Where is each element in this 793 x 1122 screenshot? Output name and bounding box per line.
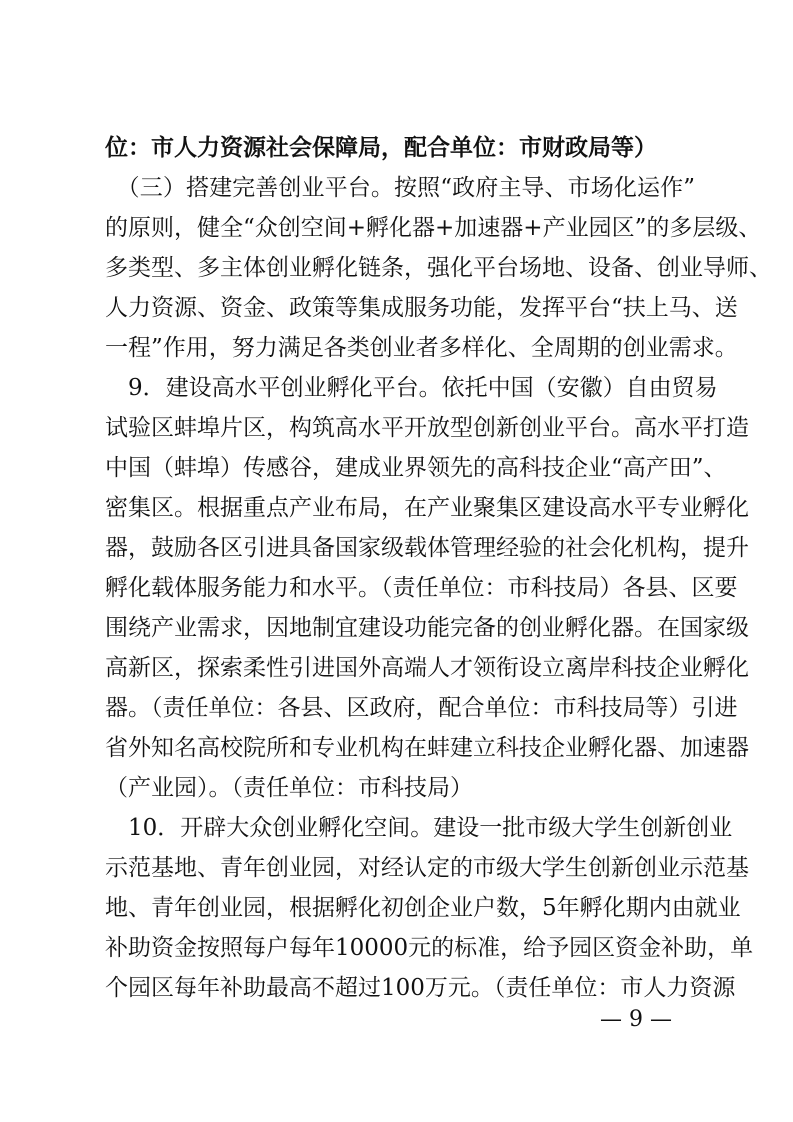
page-number: — 9 — [600, 1007, 672, 1032]
body-text [105, 128, 772, 1008]
text-line: 器，鼓励各区引进具备国家级载体管理经验的社会化机构，提升 [105, 535, 749, 561]
text-line: （产业园）。（责任单位：市科技局） [105, 775, 473, 801]
text-line: （三）搭建完善创业平台。按照“政府主导、市场化运作” [105, 175, 695, 201]
text-line: 9．建设高水平创业孵化平台。依托中国（安徽）自由贸易 [105, 375, 718, 401]
text-line: 孵化载体服务能力和水平。（责任单位：市科技局）各县、区要 [105, 575, 738, 601]
text-line: 中国（蚌埠）传感谷，建成业界领先的高科技企业“高产田”、 [105, 455, 727, 481]
text-line: 示范基地、青年创业园，对经认定的市级大学生创新创业示范基 [105, 855, 749, 881]
text-line: 一程”作用，努力满足各类创业者多样化、全周期的创业需求。 [105, 335, 738, 361]
text-line: 省外知名高校院所和专业机构在蚌建立科技企业孵化器、加速器 [105, 735, 749, 761]
text-line: 多类型、多主体创业孵化链条，强化平台场地、设备、创业导师、 [105, 255, 772, 281]
text-line: 个园区每年补助最高不超过100万元。（责任单位：市人力资源 [105, 975, 736, 1001]
text-line: 密集区。根据重点产业布局，在产业聚集区建设高水平专业孵化 [105, 495, 749, 521]
text-line: 围绕产业需求，因地制宜建设功能完备的创业孵化器。在国家级 [105, 615, 749, 641]
text-line: 的原则，健全“众创空间+孵化器+加速器+产业园区”的多层级、 [105, 215, 762, 241]
text-line: 10．开辟大众创业孵化空间。建设一批市级大学生创新创业 [105, 815, 733, 841]
text-line: 试验区蚌埠片区，构筑高水平开放型创新创业平台。高水平打造 [105, 415, 749, 441]
text-line: 地、青年创业园，根据孵化初创企业户数，5年孵化期内由就业 [105, 895, 741, 921]
text-line: 人力资源、资金、政策等集成服务功能，发挥平台“扶上马、送 [105, 295, 738, 321]
text-line: 位：市人力资源社会保障局，配合单位：市财政局等） [105, 134, 657, 161]
text-line: 补助资金按照每户每年10000元的标准，给予园区资金补助，单 [105, 935, 754, 961]
text-line: 器。（责任单位：各县、区政府，配合单位：市科技局等）引进 [105, 695, 738, 721]
text-line: 高新区，探索柔性引进国外高端人才领衔设立离岸科技企业孵化 [105, 655, 749, 681]
